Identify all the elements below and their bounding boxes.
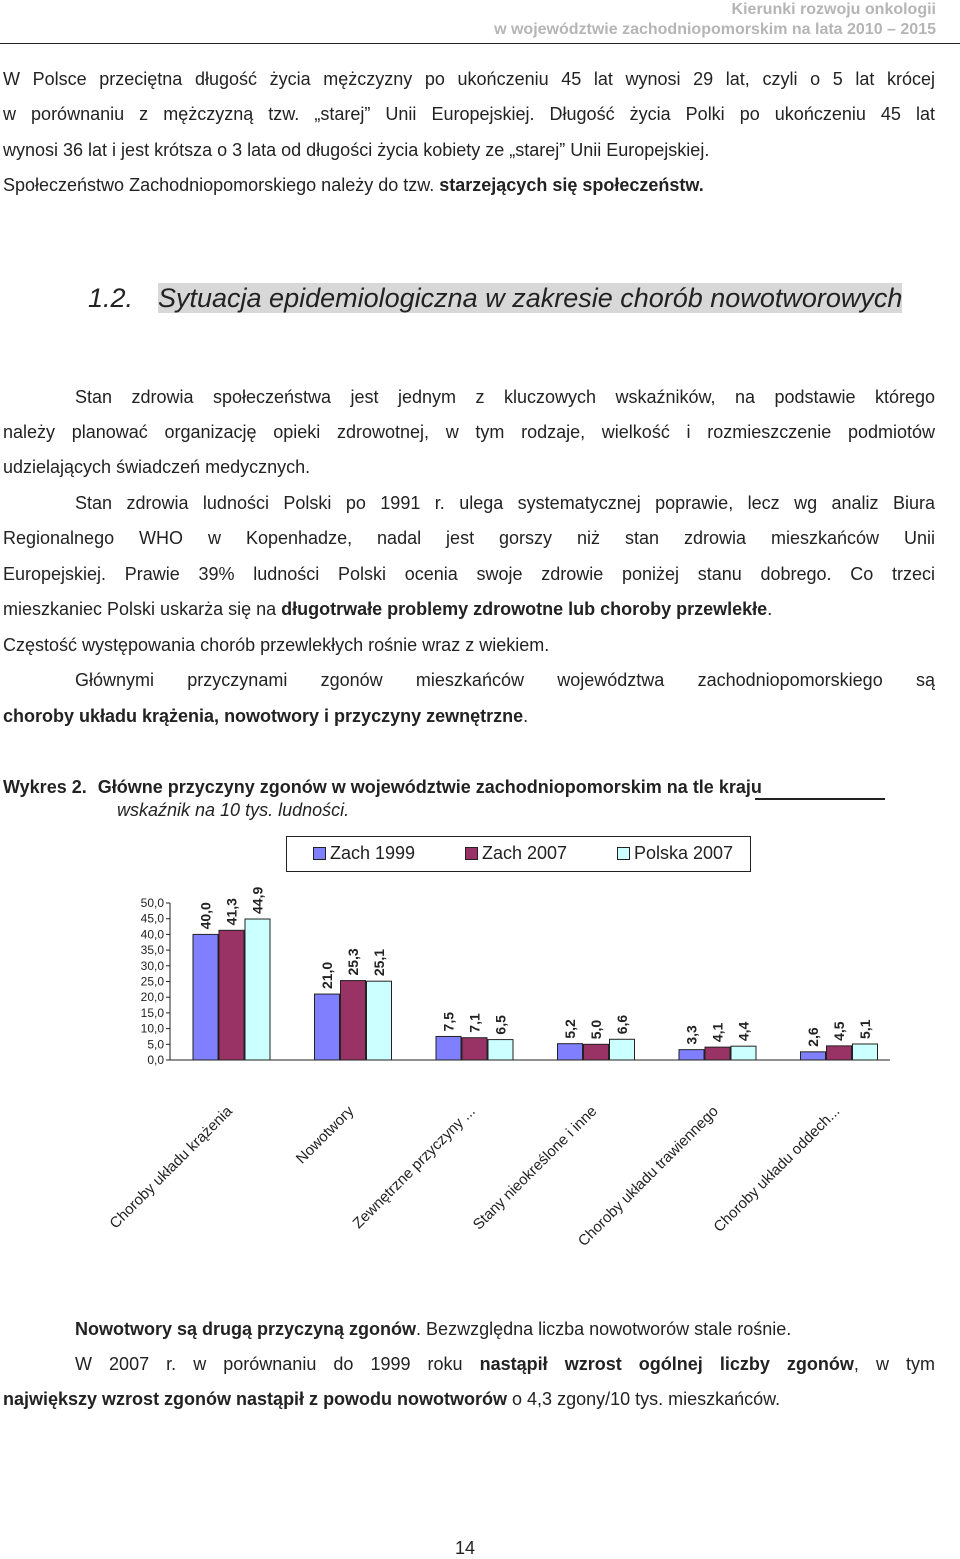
para3-line-2-bold: choroby układu krążenia, nowotwory i przyczyny zewnętrzne [3,706,524,726]
legend-label-1: Zach 1999 [330,843,416,863]
section-number: 1.2. [88,283,134,313]
bar [801,1052,826,1060]
data-label: 25,1 [371,948,387,977]
closing-line-2-text: W 2007 r. w porównaniu do 1999 roku [75,1354,480,1374]
para2-line-4-end: . [767,599,773,619]
closing-line-3 [3,1382,935,1417]
para1-line-3: udzielających świadczeń medycznych. [3,457,311,477]
data-label: 44,9 [249,886,266,915]
para2-line-1: Stan zdrowia ludności Polski po 1991 r. ulega systematycznej poprawie, lecz wg analiz Biura [75,493,935,513]
bar [731,1046,756,1060]
y-tick-label: 50,0 [140,896,164,910]
chart-legend [286,836,751,872]
chart-caption [3,772,762,802]
bar [558,1044,583,1060]
data-label: 5,2 [562,1019,578,1039]
para3-line-2 [3,699,935,734]
bar [315,994,340,1060]
intro-line-4 [3,168,935,203]
header-line-1: Kierunki rozwoju onkologii [731,1,936,18]
para2-line-3: Europejskiej. Prawie 39% ludności Polski ocenia swoje zdrowie poniżej stanu dobrego. Co trzeci [3,564,935,584]
intro-line-3: wynosi 36 lat i jest krótsza o 3 lata od długości życia kobiety ze „starej” Unii Europejskiej. [3,140,710,160]
bar [193,934,218,1060]
bar [679,1050,704,1060]
bar [610,1039,635,1060]
data-label: 4,4 [735,1021,752,1042]
caption-label: Wykres 2. [3,777,87,797]
y-tick-label: 15,0 [140,1005,164,1020]
closing-line-2 [3,1347,935,1382]
bar [436,1036,461,1060]
bar [488,1040,513,1060]
data-label: 40,0 [197,902,214,930]
caption-dash [755,798,885,800]
legend-swatch-2 [465,847,478,860]
y-tick-label: 5,0 [147,1037,164,1052]
header-rule [0,43,960,44]
caption-title: Główne przyczyny zgonów w województwie zachodniopomorskim na tle kraju [97,777,762,797]
page-number: 14 [455,1538,476,1558]
bar [462,1038,487,1060]
para3-line-2-end: . [523,706,529,726]
bar [341,981,366,1060]
data-label: 21,0 [319,961,335,990]
legend-label-3: Polska 2007 [634,843,734,863]
x-tick-label: Choroby układu trawiennego [574,1102,722,1250]
section-title-box [158,282,936,315]
bar [219,930,244,1060]
para2-line-5: Częstość występowania chorób przewlekłych rośnie wraz z wiekiem. [3,635,550,655]
running-header [494,0,936,40]
data-label: 5,1 [857,1019,873,1039]
y-tick-label: 25,0 [140,974,164,989]
bar [367,981,392,1060]
para2-line-2: Regionalnego WHO w Kopenhadze, nadal jest gorszy niż stan zdrowia mieszkańców Unii [3,528,935,548]
para1-line-2: należy planować organizację opieki zdrowotnej, w tym rodzaje, wielkość i rozmieszczenie podmiotów [3,422,935,442]
closing-line-2-bold: nastąpił wzrost ogólnej liczby zgonów [479,1354,854,1374]
intro-line-4-bold: starzejących się społeczeństw. [439,175,704,195]
para2-line-4-bold: długotrwałe problemy zdrowotne lub choroby przewlekłe [281,599,768,619]
bar [827,1046,852,1060]
intro-line-1: W Polsce przeciętna długość życia mężczyzny po ukończeniu 45 lat wynosi 29 lat, czyli o 5 lat krócej [3,69,935,89]
x-tick-label: Zewnętrzne przyczyny ... [349,1102,479,1233]
y-tick-label: 0,0 [147,1053,164,1067]
closing-line-1-bold: Nowotwory są drugą przyczyną zgonów [75,1319,417,1339]
y-tick-label: 40,0 [140,927,164,942]
x-tick-label: Choroby układu krążenia [106,1102,236,1233]
x-tick-label: Stany nieokreślone i inne [469,1102,601,1234]
closing-line-3-text: o 4,3 zgony/10 tys. mieszkańców. [507,1389,781,1409]
bar [705,1047,730,1060]
y-tick-label: 10,0 [140,1021,164,1036]
closing-line-1-text: . Bezwzględna liczba nowotworów stale rośnie. [416,1319,792,1339]
legend-item-1 [313,843,415,864]
y-tick-label: 45,0 [140,911,164,926]
data-label: 6,5 [492,1015,509,1035]
data-label: 7,5 [440,1011,457,1032]
legend-swatch-3 [617,847,630,860]
x-tick-label: Choroby układu oddech... [710,1102,844,1236]
legend-swatch-1 [313,847,326,860]
para2-line-4 [3,592,935,627]
data-label: 3,3 [683,1025,700,1045]
legend-item-3 [617,843,733,864]
data-label: 4,1 [709,1022,726,1043]
closing-line-1 [75,1312,935,1347]
y-tick-label: 20,0 [140,990,164,1005]
bar-chart [100,880,900,1260]
intro-line-4-text: Społeczeństwo Zachodniopomorskiego należy do tzw. [3,175,440,195]
section-title: Sytuacja epidemiologiczna w zakresie chorób nowotworowych [158,283,903,313]
data-label: 7,1 [466,1013,483,1033]
x-tick-label: Nowotwory [292,1102,358,1168]
closing-line-3-bold: największy wzrost zgonów nastąpił z powodu nowotworów [3,1389,508,1409]
y-tick-label: 35,0 [140,943,164,958]
data-label: 41,3 [223,898,240,926]
para1-line-1: Stan zdrowia społeczeństwa jest jednym z kluczowych wskaźników, na podstawie którego [75,387,935,407]
legend-item-2 [465,843,567,864]
intro-line-2: w porównaniu z mężczyzną tzw. „starej” Unii Europejskiej. Długość życia Polki po ukończeniu 45 lat [3,104,935,124]
data-label: 6,6 [614,1014,630,1035]
para3-line-1: Głównymi przyczynami zgonów mieszkańców województwa zachodniopomorskiego są [75,670,935,690]
data-label: 25,3 [345,948,361,976]
y-tick-label: 30,0 [140,958,164,973]
data-label: 5,0 [588,1019,604,1040]
bar [853,1044,878,1060]
bar [584,1044,609,1060]
bar [245,919,270,1060]
caption-subtitle: wskaźnik na 10 tys. ludności. [117,800,350,820]
data-label: 2,6 [805,1027,821,1047]
header-line-2: w województwie zachodniopomorskim na lata 2010 – 2015 [494,21,936,38]
closing-line-2-end: , w tym [853,1354,935,1374]
data-label: 4,5 [831,1021,847,1041]
legend-label-2: Zach 2007 [482,843,568,863]
para2-line-4-text: mieszkaniec Polski uskarża się na [3,599,282,619]
